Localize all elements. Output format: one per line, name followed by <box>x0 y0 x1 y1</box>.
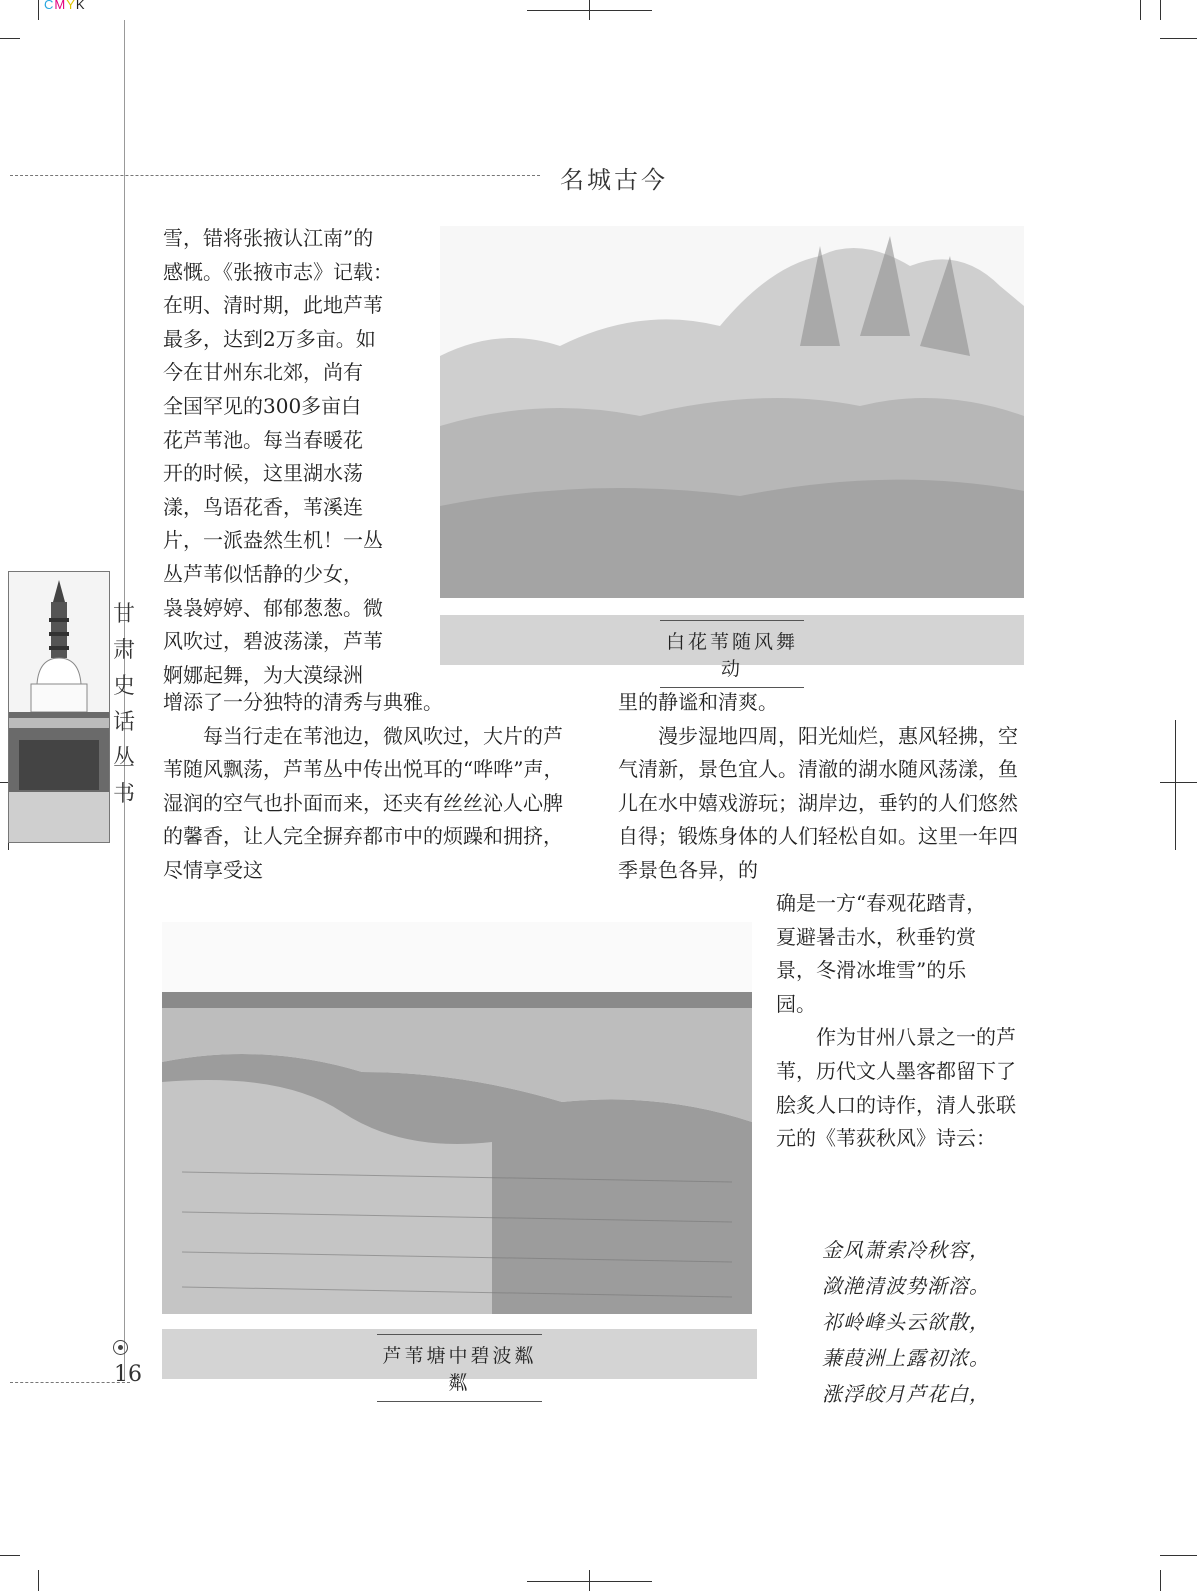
photo-reed-pond <box>162 922 752 1314</box>
cmyk-m: M <box>54 0 67 12</box>
page-number-dot-icon <box>113 1340 128 1355</box>
text-line: 雪，错将张掖认江南”的 <box>163 226 374 250</box>
crop-mark <box>38 0 39 20</box>
page-number: 16 <box>114 1362 142 1387</box>
page-title: 名城古今 <box>560 166 668 194</box>
crop-mark <box>0 38 20 39</box>
column1-lower <box>163 686 577 888</box>
poem-line: 涨浮皎月芦花白， <box>822 1382 990 1406</box>
cmyk-k: K <box>75 0 86 12</box>
poem-line: 潋滟清波势渐溶。 <box>822 1274 990 1298</box>
series-char: 史 <box>112 674 135 699</box>
text-line: 婀娜起舞，为大漠绿洲 <box>163 662 363 687</box>
paragraph: 增添了一分独特的清秀与典雅。 <box>163 690 443 714</box>
series-char: 肃 <box>112 638 135 663</box>
poem-line: 祁岭峰头云欲散， <box>822 1310 990 1334</box>
text-line: 夏避暑击水，秋垂钓赏 <box>776 924 976 949</box>
column2 <box>618 686 1024 888</box>
text-line: 全国罕见的300多亩白 <box>163 393 362 418</box>
registration-mark <box>1175 720 1176 850</box>
series-title <box>111 597 137 813</box>
pagoda-thumbnail <box>8 571 110 843</box>
paragraph: 作为甘州八景之一的芦苇，历代文人墨客都留下了脍炙人口的诗作，清人张联元的《苇荻秋风》诗云： <box>776 1025 1016 1151</box>
text-line: 风吹过，碧波荡漾，芦苇 <box>163 629 383 654</box>
text-line: 园。 <box>776 991 816 1016</box>
poem-line: 蒹葭洲上露初浓。 <box>822 1346 990 1370</box>
text-line: 感慨。《张掖市志》记载： <box>163 259 393 284</box>
paragraph: 里的静谧和清爽。 <box>618 690 778 714</box>
photo-caption: 芦苇塘中碧波粼粼 <box>377 1334 542 1402</box>
text-line: 今在甘州东北郊，尚有 <box>163 360 363 385</box>
footer-rule <box>10 1382 130 1383</box>
crop-mark <box>0 1555 20 1556</box>
text-line: 景，冬滑冰堆雪”的乐 <box>776 958 967 983</box>
paragraph: 每当行走在苇池边，微风吹过，大片的芦苇随风飘荡，芦苇丛中传出悦耳的“哗哗”声，湿润的空气也扑面而来，还夹有丝丝沁人心脾的馨香，让人完全摒弃都市中的烦躁和拥挤，尽情享受这 <box>163 723 564 882</box>
cmyk-c: C <box>44 0 55 12</box>
column1-wrapped <box>163 222 419 692</box>
registration-mark <box>1160 782 1197 783</box>
text-line: 漾，鸟语花香，苇溪连 <box>163 494 363 519</box>
text-line: 最多，达到2万多亩。如 <box>163 326 376 351</box>
poem-line: 金风萧索冷秋容， <box>822 1238 990 1262</box>
cmyk-y: Y <box>66 0 76 12</box>
text-line: 花芦苇池。每当春暖花 <box>163 427 363 452</box>
cmyk-print-mark <box>44 0 86 12</box>
paragraph: 漫步湿地四周，阳光灿烂，惠风轻拂，空气清新，景色宜人。清澈的湖水随风荡漾，鱼儿在水中嬉戏游玩；湖岸边，垂钓的人们悠然自得；锻炼身体的人们轻松自如。这里一年四季景色各异，的 <box>618 723 1018 882</box>
registration-mark <box>589 1570 590 1591</box>
text-line: 开的时候，这里湖水荡 <box>163 461 363 486</box>
series-char: 话 <box>112 710 135 735</box>
text-line: 片，一派盎然生机！一丛 <box>163 528 383 553</box>
photo-white-reeds <box>440 226 1024 598</box>
caption-box-bottom <box>162 1329 757 1394</box>
crop-mark <box>1160 38 1197 39</box>
crop-mark <box>1160 0 1161 20</box>
header-rule <box>10 175 540 176</box>
text-line: 袅袅婷婷、郁郁葱葱。微 <box>163 595 383 620</box>
text-line: 在明、清时期，此地芦苇 <box>163 293 383 318</box>
crop-mark <box>1160 1555 1197 1556</box>
column3 <box>776 887 1026 1156</box>
crop-mark <box>38 1570 39 1591</box>
series-char: 丛 <box>112 746 135 771</box>
series-char: 甘 <box>112 602 135 627</box>
text-line: 确是一方“春观花踏青， <box>776 891 987 915</box>
text-line: 丛芦苇似恬静的少女， <box>163 561 363 586</box>
registration-mark <box>589 0 590 20</box>
photo-caption: 白花苇随风舞动 <box>660 620 804 688</box>
crop-mark <box>1140 0 1141 20</box>
crop-mark <box>1160 1570 1161 1591</box>
series-char: 书 <box>112 782 135 807</box>
caption-box-top <box>440 615 1024 680</box>
poem <box>822 1232 990 1412</box>
